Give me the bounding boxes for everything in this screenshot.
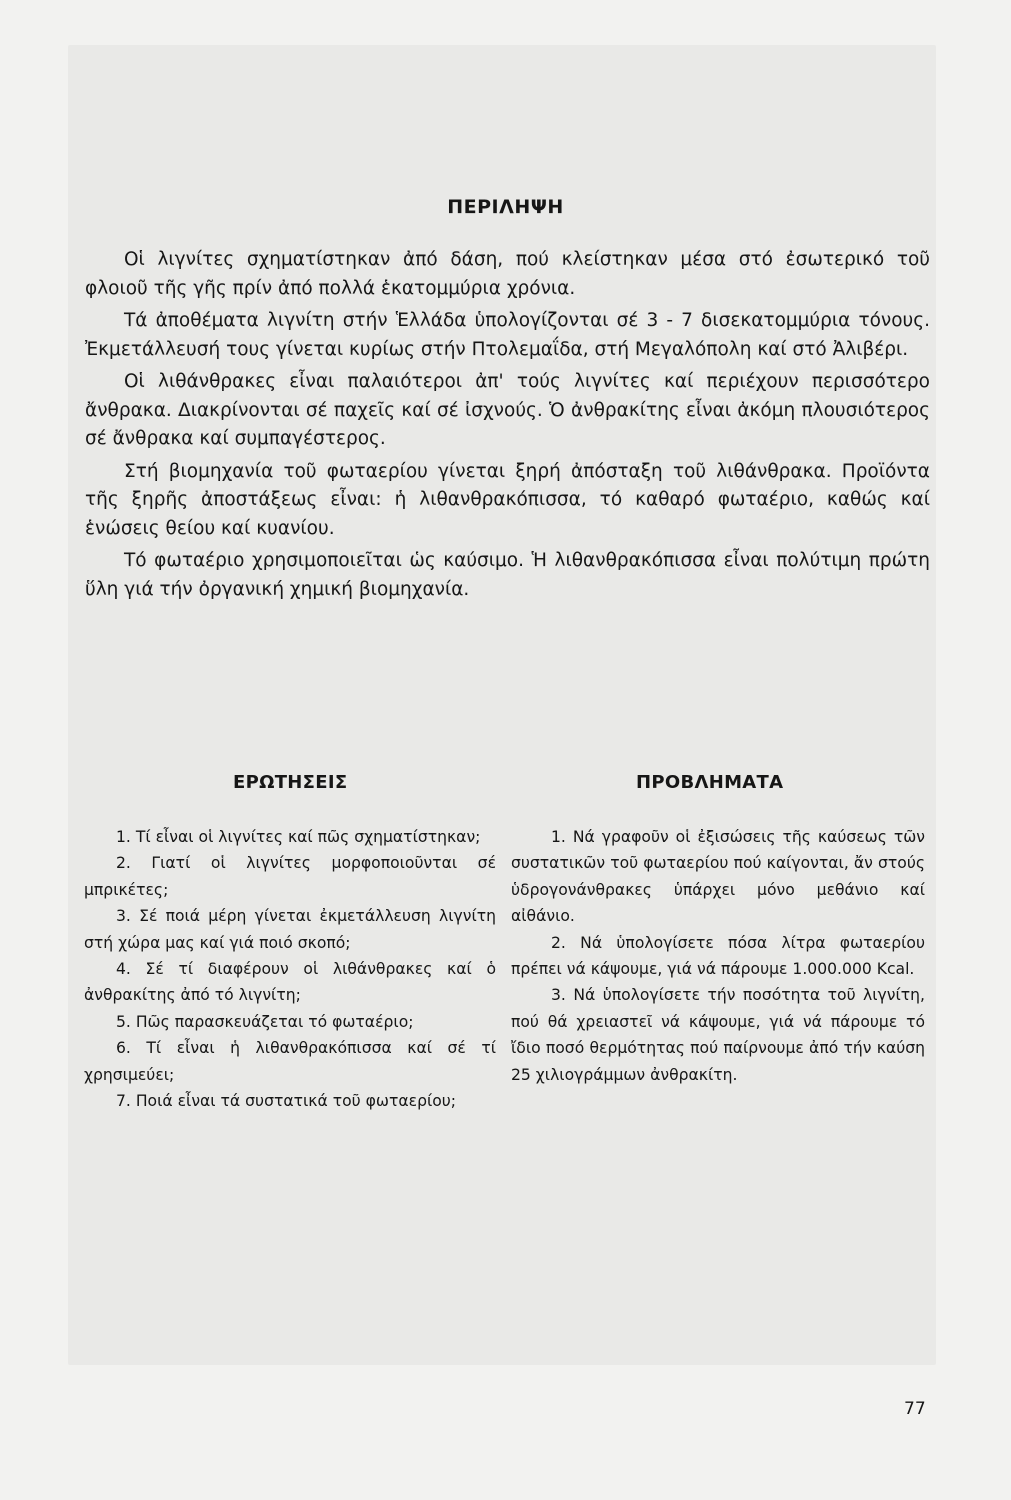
summary-paragraph: Στή βιομηχανία τοῦ φωταερίου γίνεται ξηρή ἀπόσταξη τοῦ λιθάνθρακα. Προϊόντα τῆς ξηρῆς ἀποστάξεως εἶναι: ἡ λιθανθρακόπισσα, τό καθαρό φωταέριο, καθώς καί ἑνώσεις θείου καί κυανίου. xyxy=(85,460,930,539)
summary-paragraph: Οἱ λιθάνθρακες εἶναι παλαιότεροι ἀπ' τούς λιγνίτες καί περιέχουν περισσότερο ἄνθρακα. Διακρίνονται σέ παχεῖς καί σέ ἰσχνούς. Ὁ ἀνθρακίτης εἶναι ἀκόμη πλουσιότερος σέ ἄνθρακα καί συμπαγέστερος. xyxy=(85,371,930,449)
questions-list xyxy=(84,824,496,1114)
summary-title: ΠΕΡΙΛΗΨΗ xyxy=(447,196,564,218)
show-through-background xyxy=(68,45,936,1365)
summary-paragraph: Τά ἀποθέματα λιγνίτη στήν Ἑλλάδα ὑπολογίζονται σέ 3 - 7 δισεκατομμύρια τόνους. Ἐκμετάλλευσή τους γίνεται κυρίως στήν Πτολεμαΐδα, στή Μεγαλόπολη καί στό Ἀλιβέρι. xyxy=(85,310,930,360)
problems-list xyxy=(511,824,925,1088)
summary-paragraph: Οἱ λιγνίτες σχηματίστηκαν ἀπό δάση, πού κλείστηκαν μέσα στό ἐσωτερικό τοῦ φλοιοῦ τῆς γῆς πρίν ἀπό πολλά ἑκατομμύρια χρόνια. xyxy=(85,249,930,299)
question-item: 4. Σέ τί διαφέρουν οἱ λιθάνθρακες καί ὁ ἀνθρακίτης ἀπό τό λιγνίτη; xyxy=(84,960,496,1005)
summary-text xyxy=(85,246,930,608)
question-item: 2. Γιατί οἱ λιγνίτες μορφοποιοῦνται σέ μπρικέτες; xyxy=(84,854,496,899)
question-item: 6. Τί εἶναι ἡ λιθανθρακόπισσα καί σέ τί χρησιμεύει; xyxy=(84,1039,496,1084)
problem-item: 1. Νά γραφοῦν οἱ ἐξισώσεις τῆς καύσεως τῶν συστατικῶν τοῦ φωταερίου πού καίγονται, ἄν στούς ὑδρογονάνθρακες ὑπάρχει μόνο μεθάνιο καί αἰθάνιο. xyxy=(511,828,925,926)
question-item: 1. Τί εἶναι οἱ λιγνίτες καί πῶς σχηματίστηκαν; xyxy=(116,828,481,846)
problems-heading: ΠΡΟΒΛΗΜΑΤΑ xyxy=(636,772,784,793)
problem-item: 2. Νά ὑπολογίσετε πόσα λίτρα φωταερίου πρέπει νά κάψουμε, γιά νά πάρουμε 1.000.000 Kcal. xyxy=(511,933,925,979)
question-item: 3. Σέ ποιά μέρη γίνεται ἐκμετάλλευση λιγνίτη στή χώρα μας καί γιά ποιό σκοπό; xyxy=(84,907,496,952)
questions-heading: ΕΡΩΤΗΣΕΙΣ xyxy=(233,772,348,793)
page-number: 77 xyxy=(904,1399,926,1419)
question-item: 7. Ποιά εἶναι τά συστατικά τοῦ φωταερίου; xyxy=(116,1092,457,1111)
problem-item: 3. Νά ὑπολογίσετε τήν ποσότητα τοῦ λιγνίτη, πού θά χρειαστεῖ νά κάψουμε, γιά νά πάρουμε τό ἴδιο ποσό θερμότητας πού παίρνουμε ἀπό τήν καύση 25 χιλιογράμμων ἀνθρακίτη. xyxy=(511,986,925,1084)
question-item: 5. Πῶς παρασκευάζεται τό φωταέριο; xyxy=(116,1012,414,1031)
summary-paragraph: Τό φωταέριο χρησιμοποιεῖται ὡς καύσιμο. Ἡ λιθανθρακόπισσα εἶναι πολύτιμη πρώτη ὕλη γιά τήν ὀργανική χημική βιομηχανία. xyxy=(85,550,930,600)
